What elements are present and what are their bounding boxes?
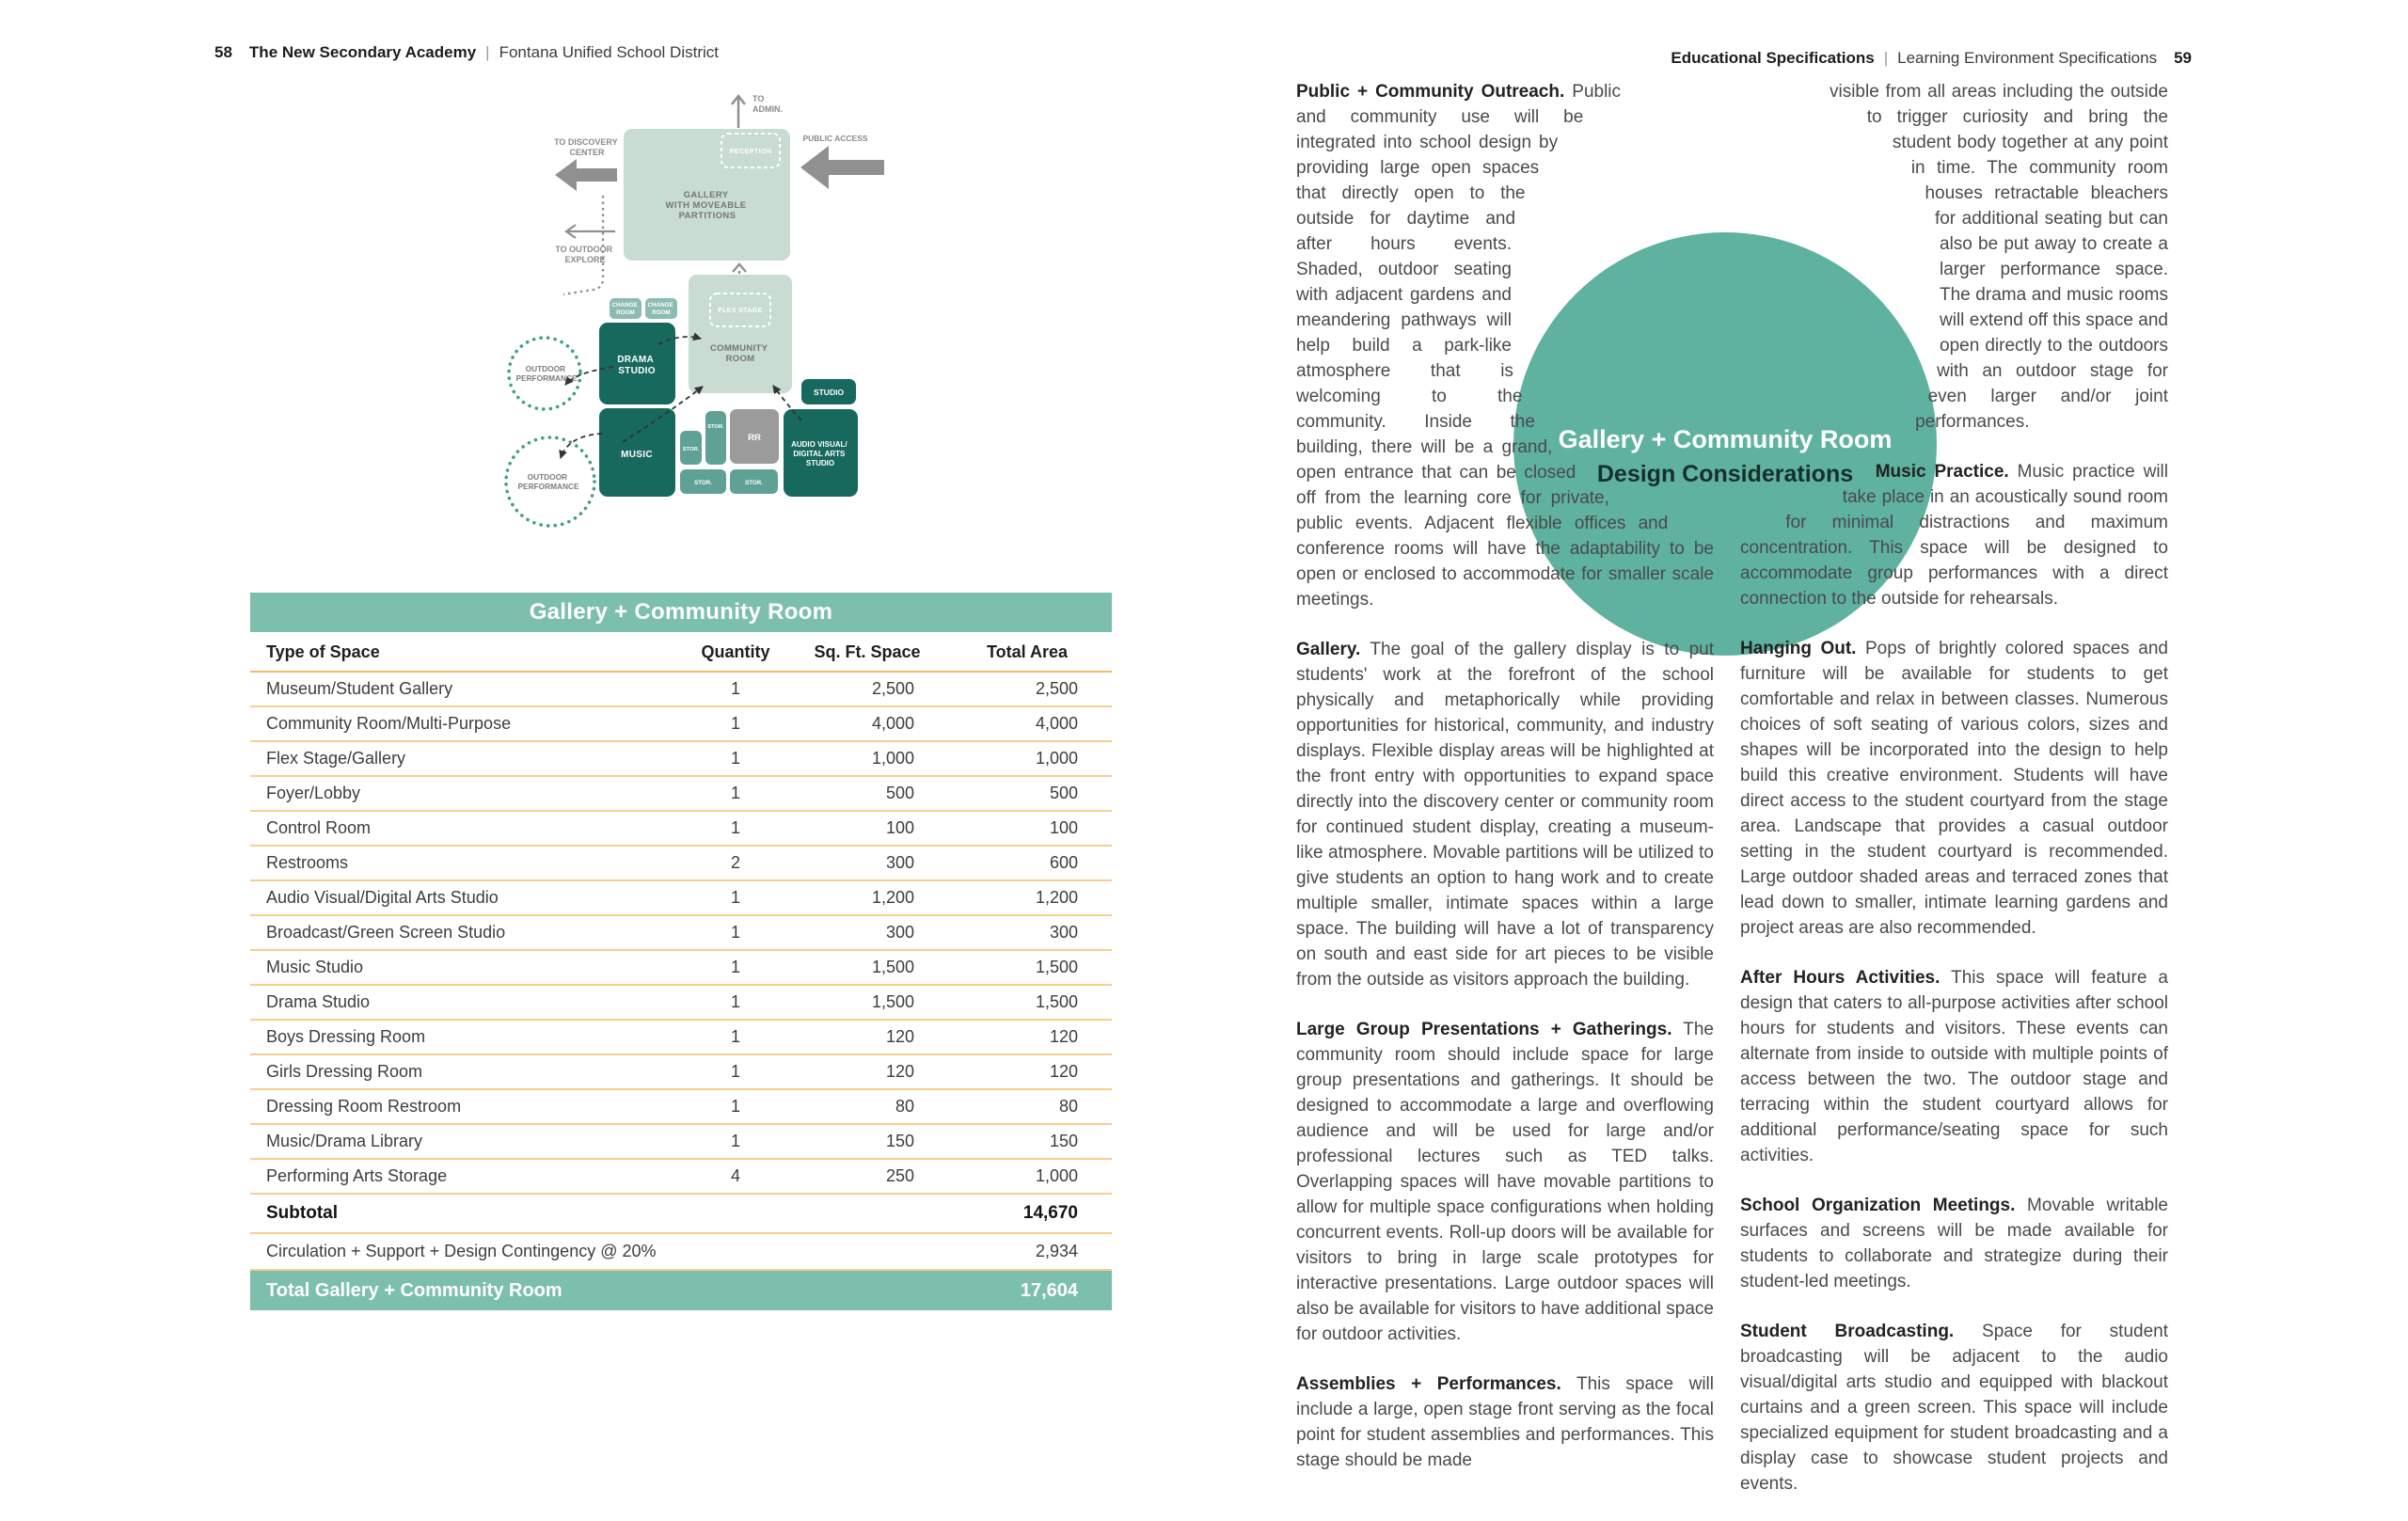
total-area: 1,500	[943, 950, 1112, 985]
table-row	[250, 672, 1112, 706]
quantity: 1	[679, 672, 792, 706]
space-type: Foyer/Lobby	[250, 776, 679, 811]
table-row	[250, 1089, 1112, 1124]
table-row	[250, 985, 1112, 1020]
total-area: 1,000	[943, 741, 1112, 776]
total-area: 150	[943, 1124, 1112, 1159]
circle-title: Gallery + Community Room	[1558, 424, 1893, 453]
total-area: 120	[943, 1020, 1112, 1054]
subtotal-label: Subtotal	[250, 1194, 679, 1233]
col-quantity: Quantity	[679, 632, 792, 672]
drama-studio-label: DRAMA STUDIO	[617, 355, 656, 376]
page-number-left: 58	[214, 43, 232, 61]
paragraph-school-org	[1740, 1193, 2168, 1294]
sqft: 120	[792, 1020, 943, 1054]
total-area: 100	[943, 811, 1112, 846]
outdoor-performance-label: OUTDOOR PERFORMANCE	[517, 472, 579, 491]
paragraph-lead: Large Group Presentations + Gatherings.	[1296, 1020, 1672, 1039]
table-row	[250, 880, 1112, 915]
flex-stage-label: FLEX STAGE	[718, 308, 763, 314]
quantity: 1	[679, 1020, 792, 1054]
total-row	[250, 1271, 1112, 1310]
total-value: 17,604	[1020, 1279, 1078, 1301]
sqft: 1,500	[792, 950, 943, 985]
circulation-label: Circulation + Support + Design Contingency @ 20%	[250, 1233, 679, 1270]
quantity: 1	[679, 741, 792, 776]
col-type-of-space: Type of Space	[250, 632, 679, 672]
subtotal-row	[250, 1194, 1112, 1233]
space-type: Control Room	[250, 811, 679, 846]
paragraph-lead: Music Practice.	[1875, 462, 2009, 482]
storage-label: STOR.	[745, 480, 763, 486]
empty-cell	[679, 1233, 792, 1270]
change-room-label: CHANGE ROOM	[611, 302, 638, 316]
empty-cell	[792, 1233, 943, 1270]
table-row	[250, 950, 1112, 985]
total-area: 600	[943, 846, 1112, 880]
public-access-label: PUBLIC ACCESS	[802, 134, 868, 143]
col-total-area: Total Area	[943, 632, 1112, 672]
outdoor-performance-label: OUTDOOR PERFORMANCE	[515, 364, 578, 383]
paragraph-text: This space will feature a design that caters to all-purpose activities after school hours for students and visitors. These events can alternate from inside to outside with multiple points of access between the two. The outdoor stage and terracing within the student courtyard allows for additional performance/seating space for such activities.	[1740, 968, 2169, 1165]
empty-cell	[792, 1194, 943, 1233]
paragraph-text: Public and community use will be integrated into school design by providing large open spaces that directly open to the outside for daytime and after hours events. Shaded, outdoor seating with adjacent gardens and meandering pathways will help build a park-like atmosphere that is welcoming to the community. Inside the building, there will be a grand, open entrance that can be closed off from the learning core for private, public events. Adjacent flexible offices and conference rooms will have the adaptability to be open or enclosed to accommodate for smaller scale meetings.	[1296, 82, 1714, 610]
space-type: Boys Dressing Room	[250, 1020, 679, 1054]
total-area: 1,500	[943, 985, 1112, 1020]
total-area: 500	[943, 776, 1112, 811]
quantity: 1	[679, 915, 792, 950]
table-row	[250, 1020, 1112, 1054]
storage-label: STOR.	[682, 447, 700, 452]
restroom-label: RR	[748, 433, 761, 443]
section-subtitle: Learning Environment Specifications	[1897, 49, 2158, 67]
right-page-column-left	[1296, 79, 1714, 1497]
table-row	[250, 1124, 1112, 1159]
space-type: Museum/Student Gallery	[250, 672, 679, 706]
circle-subtitle: Design Considerations	[1596, 460, 1854, 487]
space-summary-table	[250, 593, 1112, 1310]
table-row	[250, 1054, 1112, 1089]
sqft: 300	[792, 915, 943, 950]
quantity: 1	[679, 985, 792, 1020]
sqft: 4,000	[792, 706, 943, 741]
sqft: 1,500	[792, 985, 943, 1020]
quantity: 1	[679, 811, 792, 846]
link-up-arrowhead	[733, 264, 746, 272]
sqft: 80	[792, 1089, 943, 1124]
space-type: Music/Drama Library	[250, 1124, 679, 1159]
paragraph-gallery	[1296, 637, 1714, 992]
paragraph-hanging-out	[1740, 636, 2168, 941]
subtotal-value: 14,670	[943, 1194, 1112, 1233]
music-label: MUSIC	[621, 450, 653, 460]
table-row	[250, 846, 1112, 880]
paragraph-large-group	[1296, 1017, 1714, 1347]
total-area: 2,500	[943, 672, 1112, 706]
change-room-label: CHANGE ROOM	[647, 302, 673, 316]
public-access-arrow	[800, 146, 884, 189]
quantity: 1	[679, 776, 792, 811]
space-type: Flex Stage/Gallery	[250, 741, 679, 776]
table-header-row	[250, 632, 1112, 672]
studio-label: STUDIO	[813, 388, 845, 397]
total-area: 300	[943, 915, 1112, 950]
total-area: 4,000	[943, 706, 1112, 741]
sqft: 1,200	[792, 880, 943, 915]
header-divider: |	[1883, 49, 1889, 67]
storage-label: STOR.	[707, 424, 724, 430]
table-row	[250, 706, 1112, 741]
sqft: 2,500	[792, 672, 943, 706]
av-studio-label: AUDIO VISUAL/ DIGITAL ARTS STUDIO	[791, 440, 848, 467]
quantity: 1	[679, 1124, 792, 1159]
quantity: 1	[679, 1054, 792, 1089]
document-subtitle: Fontana Unified School District	[499, 43, 719, 61]
circulation-row	[250, 1233, 1112, 1270]
paragraph-text: Space for student broadcasting will be adjacent to the audio visual/digital arts studio and equipped with blackout curtains and a green screen. This space will include specialized equipment for student broadcasting and a display case to showcase student projects and events.	[1740, 1322, 2169, 1494]
paragraph-text: The goal of the gallery display is to put students' work at the forefront of the school physically and metaphorically while providing opportunities for historical, community, and industry displays. Flexible display areas will be highlighted at the front entry with opportunities to expand space directly into the discovery center or community room for continued student display, creating a museum-like atmosphere. Movable partitions will be utilized to give students an option to hang work and to create multiple smaller, intimate spaces within a large space. The building will have a lot of transparency on south and east side for art pieces to be visible from the outside as visitors approach the building.	[1296, 640, 1714, 990]
table-title-bar: Gallery + Community Room	[250, 593, 1112, 632]
space-type: Dressing Room Restroom	[250, 1089, 679, 1124]
paragraph-lead: Assemblies + Performances.	[1296, 1374, 1561, 1394]
page-number-right: 59	[2174, 49, 2192, 67]
community-room-box	[689, 275, 792, 393]
quantity: 4	[679, 1159, 792, 1194]
document-title: The New Secondary Academy	[248, 43, 477, 61]
paragraph-assemblies	[1296, 1371, 1714, 1473]
sqft: 250	[792, 1159, 943, 1194]
left-page-header	[214, 43, 719, 62]
col-sqft: Sq. Ft. Space	[792, 632, 943, 672]
community-room-label: COMMUNITY ROOM	[709, 343, 768, 364]
paragraph-text: visible from all areas including the outside to trigger curiosity and bring the student body together at any point in time. The community room houses retractable bleachers for additional seating but can also be put away to create a larger performance space. The drama and music rooms will extend off this space and open directly to the outdoors with an outdoor stage for even larger and/or joint performances.	[1829, 82, 2168, 432]
right-page-column-right	[1740, 79, 2168, 1521]
space-type: Drama Studio	[250, 985, 679, 1020]
sqft: 1,000	[792, 741, 943, 776]
to-discovery-arrow	[555, 159, 617, 191]
paragraph-lead: Hanging Out.	[1740, 639, 1857, 658]
paragraph-text: The community room should include space for large group presentations and gatherings. It should be designed to accommodate a large and overflowing audience and will be used for large and/or professional lectures such as TED talks. Overlapping spaces will have movable partitions to allow for multiple space configurations when holding concurrent events. Roll-up doors will be available for visitors to bring in large scale prototypes for interactive presentations. Large outdoor spaces will also be available for visitors to have additional space for outdoor activities.	[1296, 1020, 1714, 1344]
sqft: 100	[792, 811, 943, 846]
quantity: 1	[679, 950, 792, 985]
paragraph-text: Pops of brightly colored spaces and furniture will be available for students to get comfortable and relax in between classes. Numerous choices of soft seating of various colors, sizes and shapes will be incorporated into the design to help build this creative environment. Students will have direct access to the student courtyard from the stage area. Landscape that provides a casual outdoor setting in the student courtyard is recommended. Large outdoor shaded areas and terraced zones that lead down to smaller, intimate learning gardens and project areas are also recommended.	[1740, 639, 2168, 938]
to-discovery-label: TO DISCOVERY CENTER	[554, 137, 618, 157]
gallery-label: GALLERY WITH MOVEABLE PARTITIONS	[665, 190, 747, 221]
paragraph-lead: School Organization Meetings.	[1740, 1196, 2016, 1215]
paragraph-lead: Public + Community Outreach.	[1296, 82, 1565, 102]
quantity: 1	[679, 1089, 792, 1124]
header-divider: |	[485, 43, 490, 61]
sqft: 500	[792, 776, 943, 811]
quantity: 1	[679, 880, 792, 915]
adjacency-diagram	[489, 75, 884, 555]
paragraph-lead: Gallery.	[1296, 640, 1361, 659]
sqft: 150	[792, 1124, 943, 1159]
total-area: 1,200	[943, 880, 1112, 915]
relation-arrow	[561, 434, 602, 458]
paragraph-text: This space will include a large, open stage front serving as the focal point for student assemblies and performances. This stage should be made	[1296, 1374, 1714, 1470]
sqft: 120	[792, 1054, 943, 1089]
space-type: Broadcast/Green Screen Studio	[250, 915, 679, 950]
reception-label: RECEPTION	[729, 149, 772, 155]
table-row	[250, 1159, 1112, 1194]
to-admin-label: TO ADMIN.	[752, 94, 783, 114]
paragraph-lead: Student Broadcasting.	[1740, 1322, 1955, 1341]
right-page-header	[1671, 49, 2192, 68]
quantity: 1	[679, 706, 792, 741]
table-row	[250, 915, 1112, 950]
table-row	[250, 741, 1112, 776]
total-area: 120	[943, 1054, 1112, 1089]
space-type: Audio Visual/Digital Arts Studio	[250, 880, 679, 915]
table-row	[250, 776, 1112, 811]
quantity: 2	[679, 846, 792, 880]
space-type: Restrooms	[250, 846, 679, 880]
paragraph-lead: After Hours Activities.	[1740, 968, 1941, 988]
sqft: 300	[792, 846, 943, 880]
paragraph-after-hours	[1740, 965, 2168, 1168]
empty-cell	[679, 1194, 792, 1233]
total-area: 1,000	[943, 1159, 1112, 1194]
space-table	[250, 632, 1112, 1271]
table-row	[250, 811, 1112, 846]
space-type: Girls Dressing Room	[250, 1054, 679, 1089]
space-type: Music Studio	[250, 950, 679, 985]
total-label: Total Gallery + Community Room	[266, 1279, 562, 1301]
circulation-value: 2,934	[943, 1233, 1112, 1270]
paragraph-text: Movable writable surfaces and screens will be made available for students to collaborate and strategize during their student-led meetings.	[1740, 1196, 2168, 1291]
section-title: Educational Specifications	[1671, 49, 1875, 67]
storage-label: STOR.	[694, 480, 712, 486]
storage-box	[705, 411, 726, 465]
paragraph-text: Music practice will take place in an acoustically sound room for minimal distractions and maximum concentration. This space will be designed to accommodate group performances with a direct connection to the outside for rehearsals.	[1740, 462, 2168, 609]
space-type: Performing Arts Storage	[250, 1159, 679, 1194]
to-outdoor-label: TO OUTDOOR EXPLORE	[555, 245, 613, 264]
paragraph-student-broadcasting	[1740, 1319, 2168, 1497]
space-type: Community Room/Multi-Purpose	[250, 706, 679, 741]
total-area: 80	[943, 1089, 1112, 1124]
